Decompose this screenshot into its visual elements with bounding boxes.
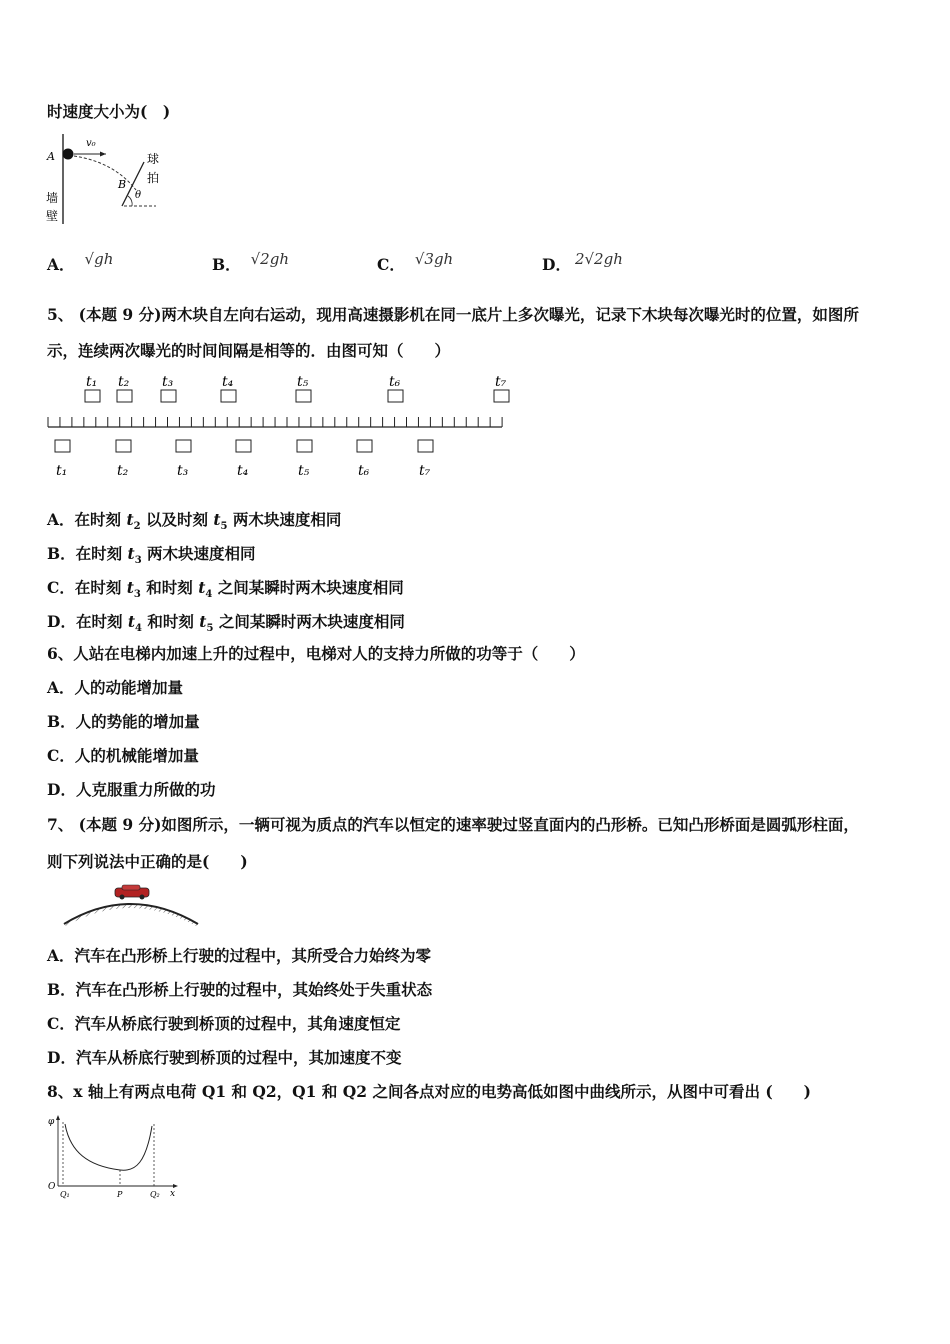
q7-option-a-letter: A． (47, 946, 75, 965)
q4-option-b (212, 250, 289, 275)
q5-figure (40, 366, 510, 480)
q8-label-O: O (48, 1182, 56, 1192)
q4-option-a (47, 250, 114, 275)
q7-option-b-letter: B． (47, 980, 76, 999)
q5-option-d-post: 之间某瞬时两木块速度相同 (213, 612, 405, 631)
q4-option-a-letter: A． (47, 255, 75, 274)
q5-option-c-t1: t (126, 578, 134, 597)
q5-option-a-pre: 在时刻 (74, 510, 127, 529)
q5-option-b-t1: t (127, 544, 135, 563)
q7-option-c-text: 汽车从桥底行驶到桥顶的过程中，其角速度恒定 (74, 1014, 401, 1033)
q4-label-wall1: 墙 (46, 191, 59, 205)
q6-option-b-letter: B． (47, 712, 76, 731)
q4-label-wall2: 壁 (46, 209, 59, 223)
q5-option-d-t1: t (127, 612, 136, 631)
q6-option-d-text: 人克服重力所做的功 (75, 780, 216, 799)
top-time-label: t₃ (162, 374, 174, 390)
q5-option-a-t2: t (213, 510, 221, 529)
top-time-label: t₇ (495, 374, 507, 390)
q5-option-c-s2: 4 (205, 589, 213, 601)
bottom-block (297, 440, 312, 452)
q4-option-d (542, 250, 623, 275)
q5-option-c-post: 之间某瞬时两木块速度相同 (212, 578, 404, 597)
q4-option-c-value: √3gh (414, 250, 454, 268)
q4-label-ball: 球 (147, 152, 160, 166)
q8-label-x: x (170, 1189, 176, 1199)
q8-label-Q1: Q₁ (60, 1190, 70, 1199)
q6-option-b (47, 712, 200, 732)
q7-option-b (47, 980, 432, 1000)
q6-option-d (47, 780, 215, 800)
q5-option-b (47, 542, 256, 566)
q5-option-d-letter: D． (47, 612, 76, 631)
q7-option-a (47, 946, 431, 966)
top-time-label: t₂ (118, 374, 130, 390)
q5-option-b-pre: 在时刻 (75, 544, 128, 563)
q7-bridge-figure (60, 880, 205, 928)
q5-option-a-mid: 以及时刻 (140, 510, 214, 529)
q4-option-c-letter: C． (377, 255, 405, 274)
q6-option-c-letter: C． (47, 746, 75, 765)
q5-option-c-s1: 3 (133, 589, 141, 601)
q7-option-d-letter: D． (47, 1048, 76, 1067)
q6-option-d-letter: D． (47, 780, 76, 799)
q5-option-b-s1: 3 (134, 555, 142, 567)
q6-option-c (47, 746, 199, 766)
q4-option-d-value: 2√2gh (574, 250, 623, 268)
q5-option-c-t2: t (198, 578, 206, 597)
q5-option-a-s2: 5 (220, 521, 228, 533)
q5-option-d-mid: 和时刻 (142, 612, 200, 631)
q8-label-Q2: Q₂ (150, 1190, 160, 1199)
bottom-time-label: t₄ (237, 463, 249, 479)
q8-stem: 8、x 轴上有两点电荷 Q1 和 Q2，Q1 和 Q2 之间各点对应的电势高低如图中曲线所示，从图中可看出 ( ) (47, 1082, 812, 1101)
q4-label-B: B (118, 178, 127, 191)
q5-option-d-pre: 在时刻 (75, 612, 128, 631)
bottom-block (236, 440, 251, 452)
q5-option-c-letter: C． (47, 578, 75, 597)
q4-label-A: A (47, 150, 55, 163)
q4-option-d-letter: D． (542, 255, 571, 274)
q8-label-P: P (117, 1190, 123, 1199)
q4-stem-tail: 时速度大小为( ) (47, 102, 171, 121)
bottom-block (357, 440, 372, 452)
q4-label-v0: v₀ (86, 138, 96, 149)
q4-label-racket: 拍 (147, 171, 160, 185)
q6-stem: 6、人站在电梯内加速上升的过程中，电梯对人的支持力所做的功等于（ ） (47, 644, 585, 663)
q5-option-d-t2: t (199, 612, 207, 631)
q7-stem-line1: 7、 (本题 9 分)如图所示，一辆可视为质点的汽车以恒定的速率驶过竖直面内的凸形桥。已知凸形桥面是圆弧形柱面， (47, 815, 859, 834)
bottom-time-label: t₇ (419, 463, 431, 479)
q5-option-b-mid: 两木块速度相同 (141, 544, 256, 563)
bottom-time-label: t₆ (358, 463, 370, 479)
q7-option-c-letter: C． (47, 1014, 75, 1033)
top-time-label: t₆ (389, 374, 401, 390)
bottom-block (418, 440, 433, 452)
q5-option-c-mid: 和时刻 (140, 578, 199, 597)
q7-option-d (47, 1048, 401, 1068)
q4-option-c (377, 250, 454, 275)
top-block (117, 390, 132, 402)
bottom-block (116, 440, 131, 452)
q6-option-a (47, 678, 183, 698)
q5-option-c (47, 576, 404, 600)
q5-option-d-s2: 5 (206, 623, 214, 635)
bottom-block (176, 440, 191, 452)
q4-label-theta: θ (135, 190, 142, 201)
top-block (296, 390, 311, 402)
top-block (85, 390, 100, 402)
bottom-time-label: t₂ (117, 463, 129, 479)
top-time-label: t₅ (297, 374, 309, 390)
car-icon (115, 885, 149, 900)
q5-option-c-pre: 在时刻 (74, 578, 127, 597)
top-block (221, 390, 236, 402)
q6-option-b-text: 人的势能的增加量 (75, 712, 200, 731)
q4-option-b-letter: B． (212, 255, 241, 274)
q4-option-b-value: √2gh (250, 250, 289, 268)
top-time-label: t₁ (86, 374, 98, 390)
top-block (494, 390, 509, 402)
q5-option-a-s1: 2 (133, 521, 141, 533)
q5-option-a-t1: t (126, 510, 134, 529)
bottom-time-label: t₁ (56, 463, 68, 479)
q4-figure (44, 132, 169, 227)
q7-option-d-text: 汽车从桥底行驶到桥顶的过程中，其加速度不变 (75, 1048, 402, 1067)
q5-option-a (47, 508, 341, 532)
q5-option-a-letter: A． (47, 510, 75, 529)
q4-option-a-value: √gh (84, 250, 114, 268)
q6-option-a-letter: A． (47, 678, 75, 697)
q5-option-a-post: 两木块速度相同 (227, 510, 342, 529)
bottom-time-label: t₃ (177, 463, 189, 479)
q7-option-a-text: 汽车在凸形桥上行驶的过程中，其所受合力始终为零 (74, 946, 432, 965)
q5-stem-line2: 示，连续两次曝光的时间间隔是相等的．由图可知（ ） (47, 341, 451, 360)
q5-option-b-letter: B． (47, 544, 76, 563)
q5-option-d-s1: 4 (135, 623, 142, 635)
top-time-label: t₄ (222, 374, 234, 390)
q6-option-c-text: 人的机械能增加量 (74, 746, 199, 765)
q8-label-phi: φ (48, 1117, 55, 1127)
bottom-time-label: t₅ (298, 463, 310, 479)
q7-option-b-text: 汽车在凸形桥上行驶的过程中，其始终处于失重状态 (75, 980, 433, 999)
q8-potential-figure (44, 1112, 184, 1202)
bottom-block (55, 440, 70, 452)
q5-stem-line1: 5、 (本题 9 分)两木块自左向右运动，现用高速摄影机在同一底片上多次曝光，记录下木块每次曝光时的位置，如图所 (47, 305, 859, 324)
q5-option-d (47, 610, 405, 634)
top-block (161, 390, 176, 402)
q7-option-c (47, 1014, 400, 1034)
top-block (388, 390, 403, 402)
q7-stem-line2: 则下列说法中正确的是( ) (47, 852, 248, 871)
q6-option-a-text: 人的动能增加量 (74, 678, 184, 697)
